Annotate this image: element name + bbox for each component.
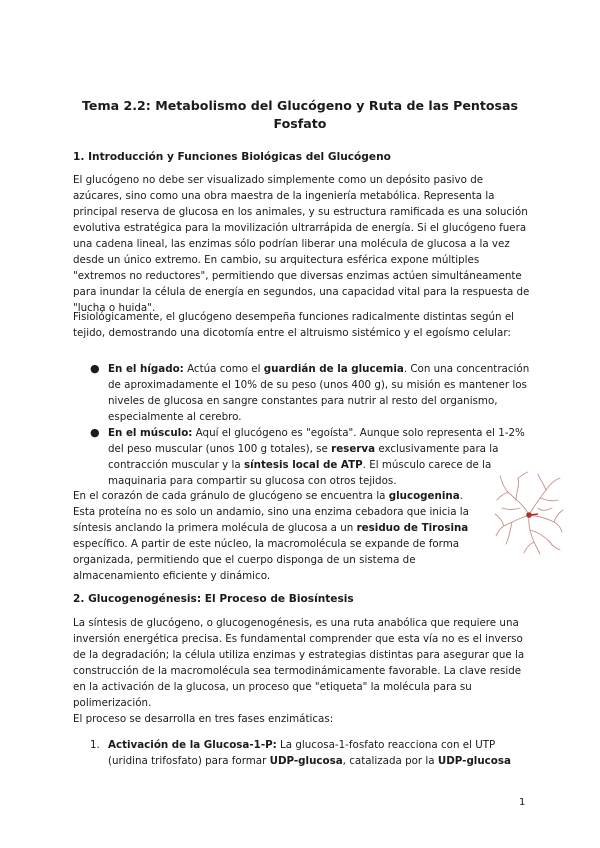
bullet-marker: ● (90, 426, 100, 439)
bullet-muscle (108, 425, 533, 489)
bullet-muscle-bold-2: síntesis local de ATP (243, 459, 363, 471)
glycogen-branch-diagram-icon (494, 470, 564, 555)
bullet-liver-bold-1: guardián de la glucemia (263, 363, 404, 375)
bullet-muscle-bold-1: reserva (331, 443, 376, 455)
bullet-liver-text-2: . Con una concentración de aproximadamente el 10% de su peso (unos 400 g), su misión es mantener los niveles de glucosa en sangre constantes para nutrir al resto del organismo, especialmente al cerebro. (108, 363, 530, 423)
list-item-bold-2: UDP-glucosa (437, 755, 511, 767)
list-item-activation (108, 737, 533, 769)
section-2-paragraph-1: La síntesis de glucógeno, o glucogenogénesis, es una ruta anabólica que requiere una inversión energética precisa. Es fundamental comprender que esta vía no es el inverso de la degradación; la célula utiliza enzimas y estrategias distintas para asegurar que la construcción de la macromolécula sea termodinámicamente favorable. La clave reside en la activación de la glucosa, un proceso que "etiqueta" la molécula para su polimerización. (73, 617, 525, 709)
list-item-number: 1. (90, 739, 100, 751)
bullet-muscle-lead: En el músculo: (108, 427, 193, 439)
list-item-bold-1: UDP-glucosa (269, 755, 343, 767)
bullet-marker: ● (90, 362, 100, 375)
page-number: 1 (519, 797, 526, 808)
list-item-lead: Activación de la Glucosa-1-P: (108, 739, 277, 751)
para3-bold-2: residuo de Tirosina (356, 522, 469, 534)
page-title (60, 97, 540, 133)
title-line-1: Tema 2.2: Metabolismo del Glucógeno y Ruta de las Pentosas (82, 98, 518, 113)
section-2-heading: 2. Glucogenogénesis: El Proceso de Biosíntesis (73, 593, 354, 605)
para3-text-3: específico. A partir de este núcleo, la macromolécula se expande de forma organizada, permitiendo que el cuerpo disponga de un sistema de almacenamiento eficiente y dinámico. (73, 538, 460, 582)
list-item-text-1: La glucosa-1-fosfato reacciona con el UTP (uridina trifosfato) para formar (108, 739, 496, 767)
para3-text-2: . Esta proteína no es solo un andamio, sino una enzima cebadora que inicia la síntesis anclando la primera molécula de glucosa a un (73, 490, 469, 534)
section-1-heading: 1. Introducción y Funciones Biológicas del Glucógeno (73, 151, 391, 163)
bullet-muscle-text-1: Aquí el glucógeno es "egoísta". Aunque solo representa el 1-2% del peso muscular (unos 100 g totales), se (108, 427, 525, 455)
section-1-paragraph-2: Fisiológicamente, el glucógeno desempeña funciones radicalmente distintas según el tejido, demostrando una dicotomía entre el altruismo sistémico y el egoísmo celular: (73, 311, 515, 339)
list-item-text-2: , catalizada por la (342, 755, 438, 767)
bullet-liver-lead: En el hígado: (108, 363, 184, 375)
section-1-paragraph-3 (73, 488, 488, 584)
bullet-liver (108, 361, 533, 425)
bullet-muscle-text-3: . El músculo carece de la maquinaria para compartir su glucosa con otros tejidos. (108, 459, 492, 487)
title-line-2: Fosfato (273, 116, 327, 131)
section-2-paragraph-2: El proceso se desarrolla en tres fases enzimáticas: (73, 713, 334, 725)
para3-bold-1: glucogenina (388, 490, 460, 502)
para3-text-1: En el corazón de cada gránulo de glucógeno se encuentra la (73, 490, 389, 502)
section-1-paragraph-1: El glucógeno no debe ser visualizado simplemente como un depósito pasivo de azúcares, sino como una obra maestra de la ingeniería metabólica. Representa la principal reserva de glucosa en los animales, y su estructura ramificada es una solución evolutiva estratégica para la movilización ultrarrápida de energía. Si el glucógeno fuera una cadena lineal, las enzimas sólo podrían liberar una molécula de glucosa a la vez desde un único extremo. En cambio, su arquitectura esférica expone múltiples "extremos no reductores", permitiendo que diversas enzimas actúen simultáneamente para inundar la célula de energía en segundos, una capacidad vital para la respuesta de "lucha o huida". (73, 174, 530, 314)
bullet-liver-text-1: Actúa como el (183, 363, 264, 375)
bullet-muscle-text-2: exclusivamente para la contracción muscular y la (108, 443, 499, 471)
